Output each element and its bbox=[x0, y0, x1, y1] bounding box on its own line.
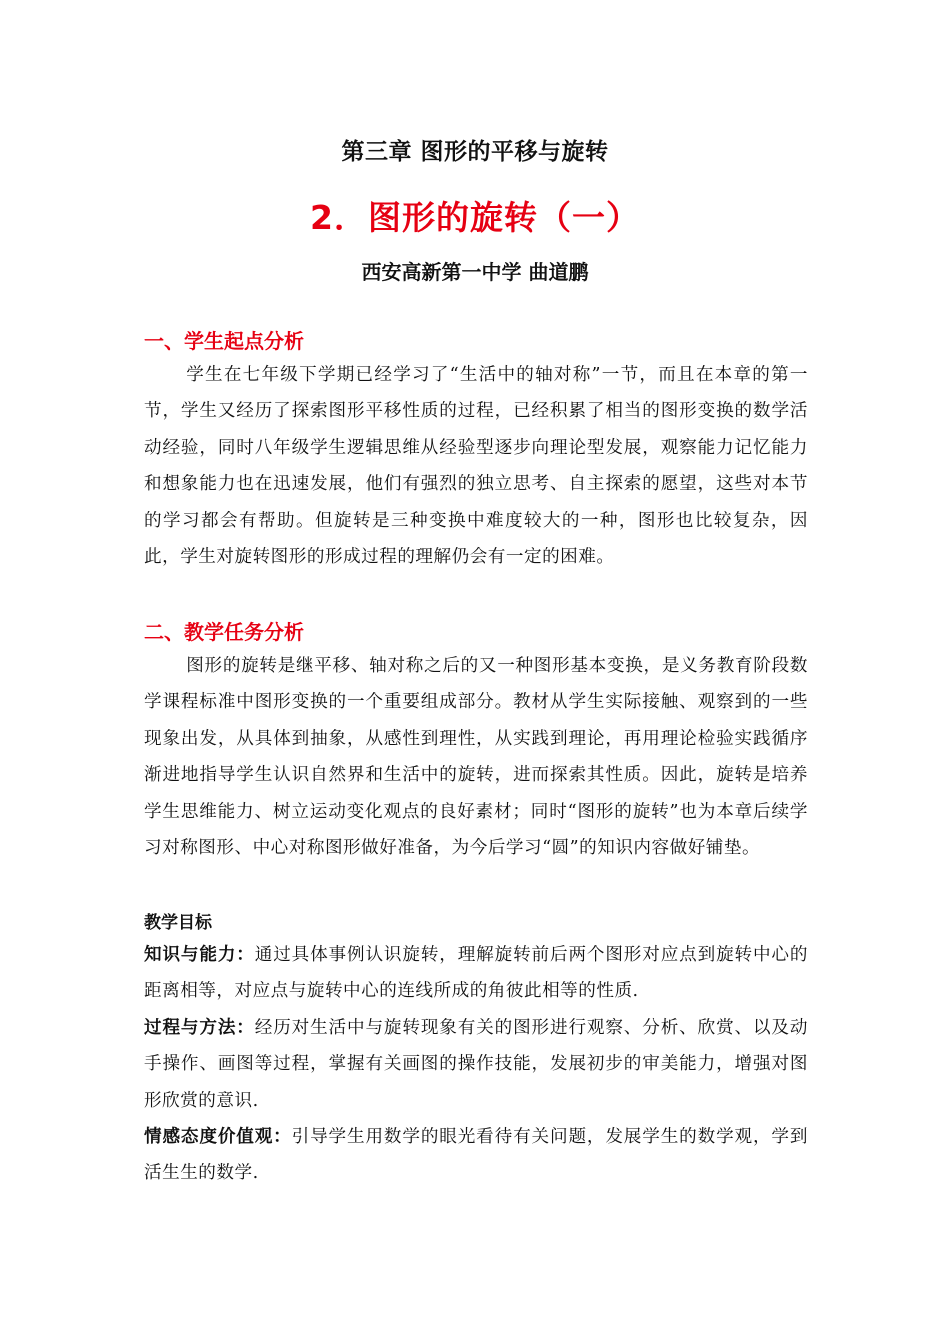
section-body-task-analysis: 图形的旋转是继平移、轴对称之后的又一种图形基本变换，是义务教育阶段数学课程标准中图形变换的一个重要组成部分。教材从学生实际接触、观察到的一些现象出发，从具体到抽象，从感性到理性，从实践到理论，再用理论检验实践循序渐进地指导学生认识自然界和生活中的旋转，进而探索其性质。因此，旋转是培养学生思维能力、树立运动变化观点的良好素材；同时“图形的旋转”也为本章后续学习对称图形、中心对称图形做好准备，为今后学习“圆”的知识内容做好铺垫。 bbox=[144, 656, 808, 859]
goal-emotion bbox=[144, 1119, 808, 1192]
section-heading-task-analysis: 二、教学任务分析 bbox=[144, 620, 304, 644]
lesson-title: 2．图形的旋转（一） bbox=[310, 198, 640, 237]
goals-heading: 教学目标 bbox=[144, 913, 212, 933]
goal-knowledge bbox=[144, 937, 808, 1010]
goal-process-text: 经历对生活中与旋转现象有关的图形进行观察、分析、欣赏、以及动手操作、画图等过程，掌握有关画图的操作技能，发展初步的审美能力，增强对图形欣赏的意识. bbox=[144, 1018, 808, 1111]
section-body-student-analysis: 学生在七年级下学期已经学习了“生活中的轴对称”一节，而且在本章的第一节，学生又经历了探索图形平移性质的过程，已经积累了相当的图形变换的数学活动经验，同时八年级学生逻辑思维从经验型逐步向理论型发展，观察能力记忆能力和想象能力也在迅速发展，他们有强烈的独立思考、自主探索的愿望，这些对本节的学习都会有帮助。但旋转是三种变换中难度较大的一种，图形也比较复杂，因此，学生对旋转图形的形成过程的理解仍会有一定的困难。 bbox=[144, 365, 808, 568]
section-heading-student-analysis: 一、学生起点分析 bbox=[144, 329, 304, 353]
goal-process-label: 过程与方法： bbox=[144, 1018, 255, 1038]
goal-process bbox=[144, 1010, 808, 1119]
goal-emotion-text: 引导学生用数学的眼光看待有关问题，发展学生的数学观，学到活生生的数学. bbox=[144, 1127, 808, 1184]
goal-knowledge-label: 知识与能力： bbox=[144, 945, 255, 965]
goal-emotion-label: 情感态度价值观： bbox=[144, 1127, 292, 1147]
goal-knowledge-text: 通过具体事例认识旋转，理解旋转前后两个图形对应点到旋转中心的距离相等，对应点与旋转中心的连线所成的角彼此相等的性质. bbox=[144, 945, 808, 1002]
chapter-title: 第三章 图形的平移与旋转 bbox=[341, 139, 609, 165]
author-line: 西安高新第一中学 曲道鹏 bbox=[361, 260, 589, 284]
